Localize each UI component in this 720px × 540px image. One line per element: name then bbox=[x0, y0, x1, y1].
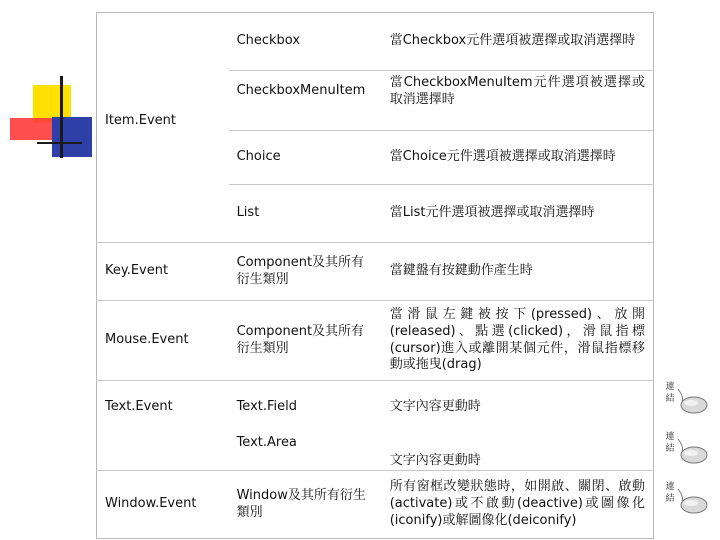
table-row bbox=[97, 13, 654, 71]
decor-vertical-line bbox=[60, 76, 63, 158]
event-name: Key.Event bbox=[97, 243, 229, 301]
event-source: Choice bbox=[229, 131, 382, 185]
event-name: Mouse.Event bbox=[97, 301, 229, 381]
nav-label: 連結 bbox=[665, 382, 675, 404]
event-name bbox=[97, 185, 229, 243]
decor-horizontal-line bbox=[37, 142, 82, 144]
table-row bbox=[97, 131, 654, 185]
event-name: Item.Event bbox=[105, 112, 176, 128]
event-name: Text.Event bbox=[97, 381, 229, 435]
event-source: Window及其所有衍生類別 bbox=[229, 471, 382, 539]
decor-red-bar bbox=[10, 118, 55, 140]
event-table bbox=[96, 12, 654, 539]
event-source: CheckboxMenuItem bbox=[229, 71, 382, 113]
event-description: 當CheckboxMenuItem元件選項被選擇或取消選擇時 bbox=[382, 71, 654, 113]
nav-label: 連結 bbox=[665, 432, 675, 454]
event-source: Component及其所有衍生類別 bbox=[229, 301, 382, 381]
event-name bbox=[97, 71, 229, 113]
table-row bbox=[97, 381, 654, 435]
table-row bbox=[97, 71, 654, 113]
event-source: Text.Area bbox=[236, 434, 297, 450]
event-description: 當Checkbox元件選項被選擇或取消選擇時 bbox=[389, 33, 636, 49]
table-row bbox=[97, 471, 654, 539]
mouse-link-icon[interactable] bbox=[664, 381, 708, 415]
event-description: 當滑鼠左鍵被按下(pressed)、放開(released)、點選(clicked)，滑鼠指標(cursor)進入或離開某個元件，滑鼠指標移動或拖曳(drag) bbox=[382, 301, 654, 381]
event-name: Window.Event bbox=[97, 471, 229, 539]
event-source bbox=[229, 113, 382, 131]
table-row bbox=[97, 301, 654, 381]
event-source: List bbox=[229, 185, 382, 243]
event-description: 所有窗框改變狀態時，如開啟、關閉、啟動(activate)或不啟動(deactive)或圖像化(iconify)或解圖像化(deiconify) bbox=[382, 471, 654, 539]
event-description: 當鍵盤有按鍵動作產生時 bbox=[382, 243, 654, 301]
table-row bbox=[97, 435, 654, 471]
decor-blue-square bbox=[52, 117, 92, 157]
event-source: Checkbox bbox=[236, 33, 301, 49]
table-row bbox=[97, 185, 654, 243]
event-source: Component及其所有衍生類別 bbox=[229, 243, 382, 301]
table-row bbox=[97, 113, 654, 131]
table-row bbox=[97, 243, 654, 301]
event-description: 文字內容更動時 bbox=[389, 453, 481, 469]
event-description bbox=[382, 113, 654, 131]
event-name bbox=[97, 435, 229, 471]
event-name bbox=[97, 131, 229, 185]
nav-label: 連結 bbox=[665, 482, 675, 504]
mouse-link-icon[interactable] bbox=[664, 431, 708, 465]
event-description: 當List元件選項被選擇或取消選擇時 bbox=[382, 185, 654, 243]
event-source: Text.Field bbox=[229, 381, 382, 435]
event-description: 當Choice元件選項被選擇或取消選擇時 bbox=[382, 131, 654, 185]
event-name bbox=[97, 13, 229, 71]
event-description: 文字內容更動時 bbox=[382, 381, 654, 435]
mouse-link-icon[interactable] bbox=[664, 481, 708, 515]
